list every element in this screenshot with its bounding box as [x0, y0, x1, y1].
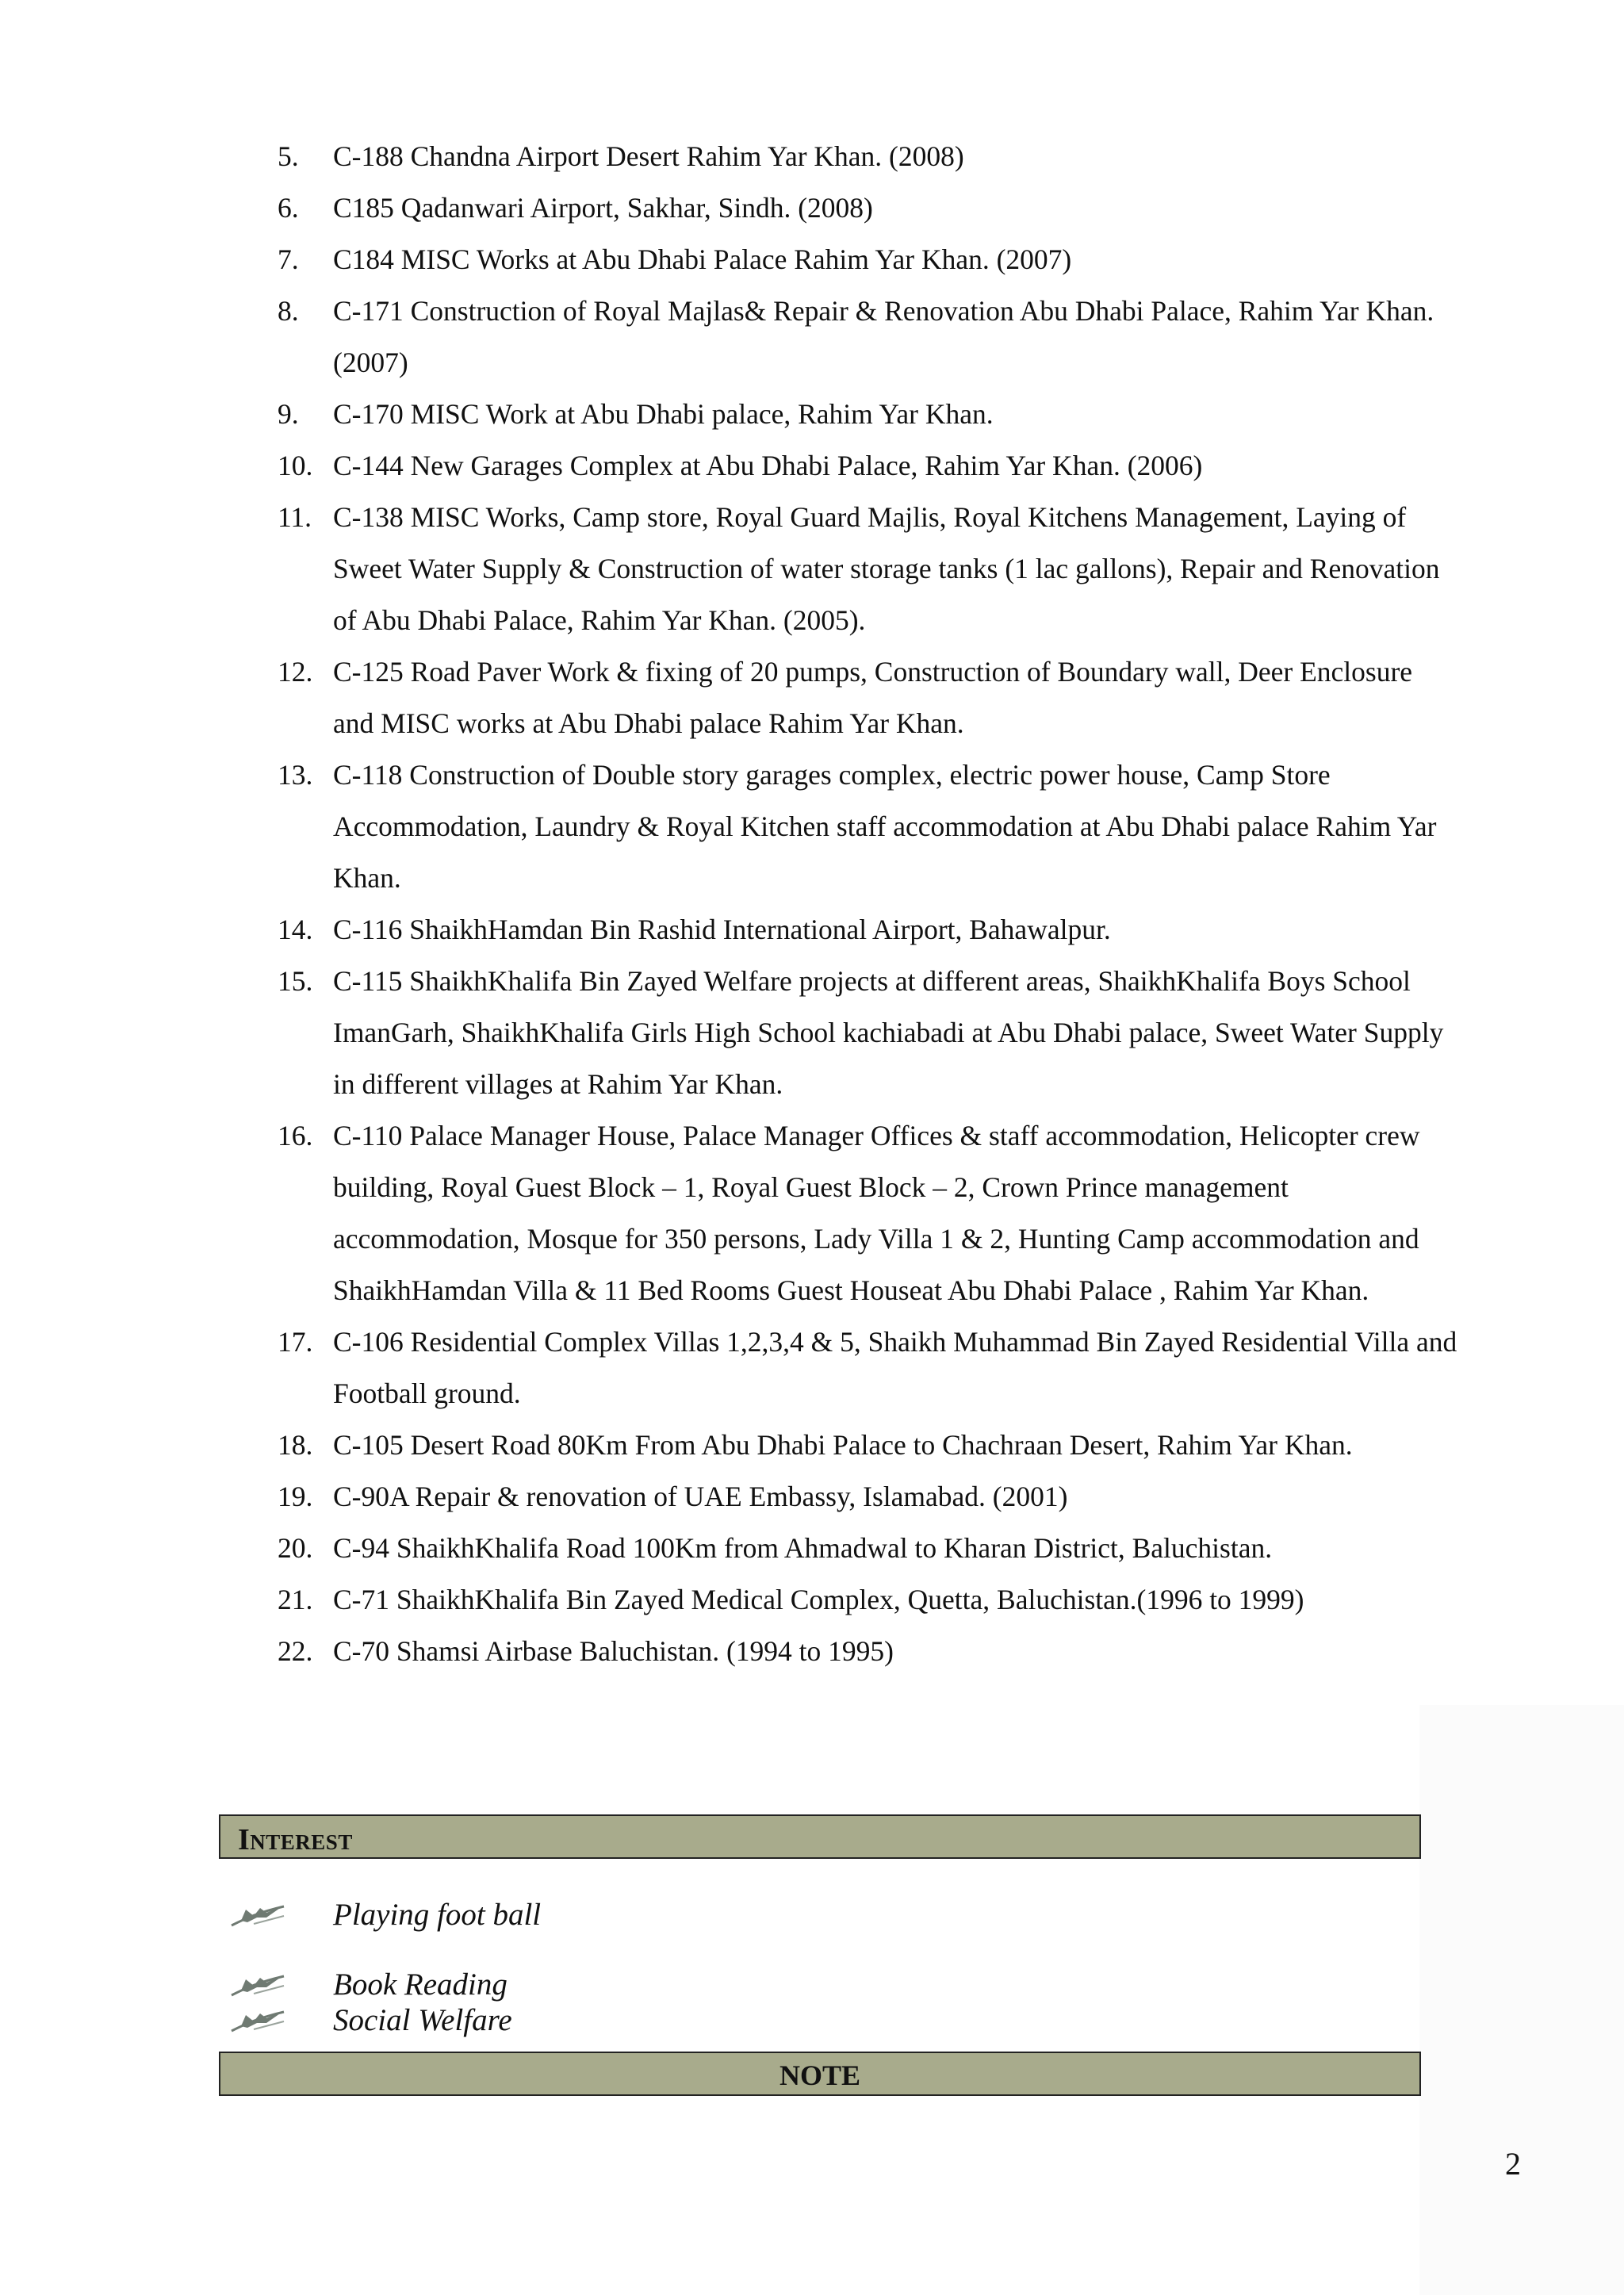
- list-item-text: C-106 Residential Complex Villas 1,2,3,4 & 5, Shaikh Muhammad Bin Zayed Residential Villa and Football ground.: [333, 1326, 1457, 1409]
- list-item-number: 13.: [278, 759, 313, 791]
- list-item: [0, 1316, 1459, 1420]
- list-item-text: C-144 New Garages Complex at Abu Dhabi Palace, Rahim Yar Khan. (2006): [333, 450, 1203, 481]
- interest-label: Social Welfare: [333, 2003, 512, 2037]
- list-item-number: 8.: [278, 295, 299, 327]
- page-shade: [1419, 1705, 1624, 2295]
- list-item-number: 12.: [278, 656, 313, 688]
- interest-heading: Interest: [238, 1823, 353, 1856]
- list-item-number: 15.: [278, 965, 313, 997]
- list-item-text: C-110 Palace Manager House, Palace Manager Offices & staff accommodation, Helicopter crew building, Royal Guest Block – 1, Royal Guest Block – 2, Crown Prince management accommodation, Mosque for 350 persons, Lady Villa 1 & 2, Hunting Camp accommodation and ShaikhHamdan Villa & 11 Bed Rooms Guest Houseat Abu Dhabi Palace , Rahim Yar Khan.: [333, 1120, 1420, 1306]
- list-item-number: 5.: [278, 140, 299, 172]
- list-item-text: C185 Qadanwari Airport, Sakhar, Sindh. (2008): [333, 192, 873, 224]
- list-item: [0, 131, 1459, 182]
- note-header-bar: [219, 2052, 1421, 2096]
- list-item-text: C-171 Construction of Royal Majlas& Repair & Renovation Abu Dhabi Palace, Rahim Yar Khan. (2007): [333, 295, 1434, 378]
- list-item: [0, 1523, 1459, 1574]
- list-item-text: C-138 MISC Works, Camp store, Royal Guard Majlis, Royal Kitchens Management, Laying of Sweet Water Supply & Construction of water storage tanks (1 lac gallons), Repair and Renovation of Abu Dhabi Palace, Rahim Yar Khan. (2005).: [333, 501, 1440, 636]
- interest-label: Playing foot ball: [333, 1898, 542, 1932]
- list-item: [0, 1471, 1459, 1523]
- list-item-text: C-94 ShaikhKhalifa Road 100Km from Ahmadwal to Kharan District, Baluchistan.: [333, 1532, 1273, 1564]
- list-item-number: 19.: [278, 1481, 313, 1512]
- list-item-number: 14.: [278, 914, 313, 945]
- page-number: 2: [1505, 2146, 1521, 2182]
- list-item: [0, 1420, 1459, 1471]
- list-item-number: 9.: [278, 398, 299, 430]
- list-item-number: 18.: [278, 1429, 313, 1461]
- list-item-number: 6.: [278, 192, 299, 224]
- list-item-text: C-118 Construction of Double story garages complex, electric power house, Camp Store Accommodation, Laundry & Royal Kitchen staff accommodation at Abu Dhabi palace Rahim Yar Khan.: [333, 759, 1437, 894]
- list-item-number: 11.: [278, 501, 312, 533]
- list-item: [0, 1574, 1459, 1626]
- list-item-text: C-188 Chandna Airport Desert Rahim Yar Khan. (2008): [333, 140, 964, 172]
- project-list: [0, 131, 1624, 1677]
- list-item: [0, 234, 1459, 285]
- list-item: [0, 182, 1459, 234]
- list-item: [0, 1626, 1459, 1677]
- list-item-text: C-115 ShaikhKhalifa Bin Zayed Welfare projects at different areas, ShaikhKhalifa Boys School ImanGarh, ShaikhKhalifa Girls High School kachiabadi at Abu Dhabi palace, Sweet Water Supply in different villages at Rahim Yar Khan.: [333, 965, 1444, 1100]
- list-item-text: C-70 Shamsi Airbase Baluchistan. (1994 to 1995): [333, 1635, 894, 1667]
- interest-label: Book Reading: [333, 1967, 508, 2002]
- list-item: [0, 749, 1459, 904]
- list-item: [0, 956, 1459, 1110]
- list-item-text: C-71 ShaikhKhalifa Bin Zayed Medical Complex, Quetta, Baluchistan.(1996 to 1999): [333, 1584, 1304, 1615]
- list-item-number: 17.: [278, 1326, 313, 1358]
- list-item: [0, 904, 1459, 956]
- quill-pen-icon: [230, 1971, 285, 1998]
- list-item-number: 7.: [278, 243, 299, 275]
- list-item-number: 16.: [278, 1120, 313, 1151]
- list-item-number: 21.: [278, 1584, 313, 1615]
- list-item-text: C-90A Repair & renovation of UAE Embassy, Islamabad. (2001): [333, 1481, 1068, 1512]
- list-item: [0, 440, 1459, 492]
- list-item-number: 22.: [278, 1635, 313, 1667]
- list-item-text: C-170 MISC Work at Abu Dhabi palace, Rahim Yar Khan.: [333, 398, 994, 430]
- list-item: [0, 389, 1459, 440]
- list-item: [0, 1110, 1459, 1316]
- list-item-text: C-105 Desert Road 80Km From Abu Dhabi Palace to Chachraan Desert, Rahim Yar Khan.: [333, 1429, 1353, 1461]
- list-item-text: C184 MISC Works at Abu Dhabi Palace Rahim Yar Khan. (2007): [333, 243, 1072, 275]
- quill-pen-icon: [230, 2007, 285, 2034]
- list-item-text: C-125 Road Paver Work & fixing of 20 pumps, Construction of Boundary wall, Deer Enclosure and MISC works at Abu Dhabi palace Rahim Yar Khan.: [333, 656, 1413, 739]
- list-item: [0, 492, 1459, 646]
- list-item-number: 20.: [278, 1532, 313, 1564]
- interest-header-bar: [219, 1814, 1421, 1859]
- list-item-text: C-116 ShaikhHamdan Bin Rashid International Airport, Bahawalpur.: [333, 914, 1111, 945]
- list-item: [0, 646, 1459, 749]
- list-item: [0, 285, 1459, 389]
- quill-pen-icon: [230, 1902, 285, 1929]
- list-item-number: 10.: [278, 450, 313, 481]
- note-heading: NOTE: [779, 2059, 861, 2091]
